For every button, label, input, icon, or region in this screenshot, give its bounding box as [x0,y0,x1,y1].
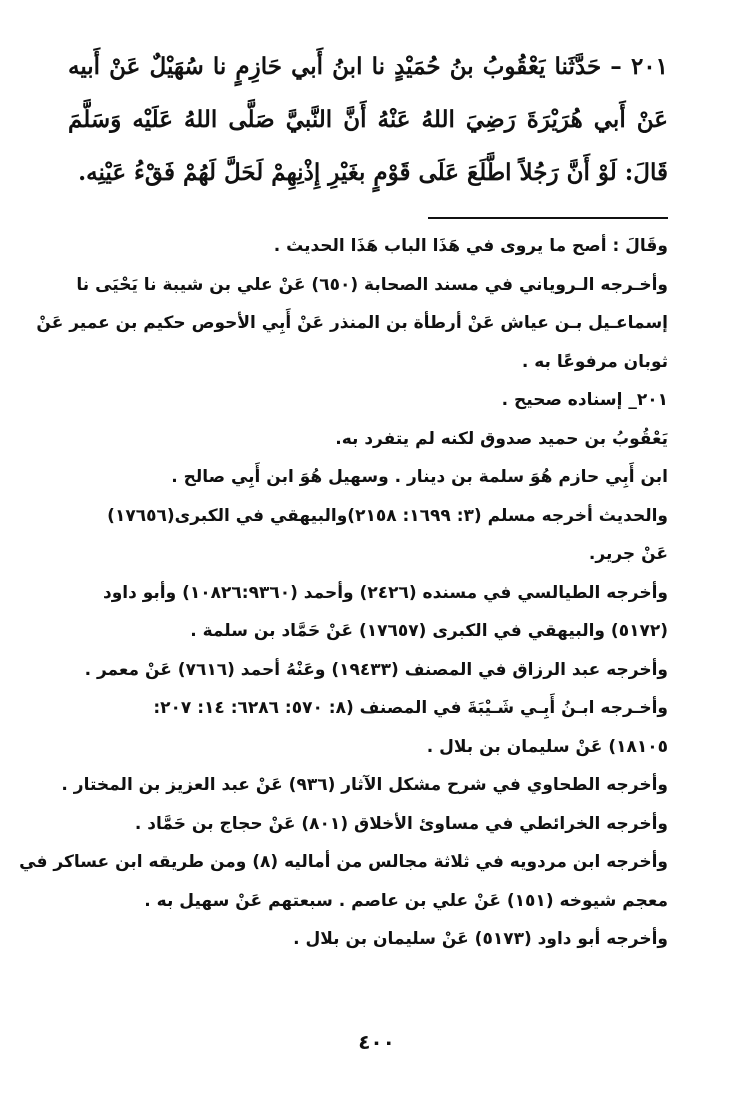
note-line: وأخـرجه ابـنُ أَبِـي شَـيْبَةَ في المصنف (٨: ٥٧٠: ٦٢٨٦: ١٤: ٢٠٧: [153,698,668,718]
note-line: وقَالَ : أصح ما يروى في هَذَا الباب هَذَا الحديث . [273,236,668,256]
note-line: ثوبان مرفوعًا به . [521,351,668,372]
note-line: ١٨١٠٥) عَنْ سليمان بن بلال . [426,736,668,757]
document-page [19,40,668,959]
note-line: وأخرجه الخرائطي في مساوئ الأخلاق (٨٠١) عَنْ حجاج بن حَمَّاد . [134,813,668,834]
page-number: ٤٠٠ [358,1030,395,1054]
note-line: (٥١٧٢) والبيهقي في الكبرى (١٧٦٥٧) عَنْ حَمَّاد بن سلمة . [190,621,668,641]
note-line: وأخرجه عبد الرزاق في المصنف (١٩٤٣٣) وعَنْهُ أحمد (٧٦١٦) عَنْ معمر . [84,659,668,680]
note-line: يَعْقُوبُ بن حميد صدوق لكنه لم يتفرد به. [335,428,668,449]
note-line: وأخرجه الطيالسي في مسنده (٢٤٢٦) وأحمد (١٠٨٢٦:٩٣٦٠) وأبو داود [103,582,668,603]
note-line: وأخرجه ابن مردويه في ثلاثة مجالس من أماليه (٨) ومن طريقه ابن عساكر في [19,852,668,872]
note-line: معجم شيوخه (١٥١) عَنْ علي بن عاصم . سبعتهم عَنْ سهيل به . [144,890,668,911]
note-line: عَنْ جرير. [588,544,668,564]
note-line: والحديث أخرجه مسلم (٣: ١٦٩٩: ٢١٥٨)والبيهقي في الكبرى(١٧٦٥٦) [107,505,668,526]
hadith-text: ٢٠١ – حَدَّثَنا يَعْقُوبُ بنُ حُمَيْدٍ نا ابنُ أَبي حَازِمٍ نا سُهَيْلٌ عَنْ أَبيه عَنْ أَبي هُرَيْرَةَ رَضِيَ اللهُ عَنْهُ أَنَّ النَّبيَّ صَلَّى اللهُ عَلَيْه وَسَلَّمَ قَالَ: لَوْ أَنَّ رَجُلاً اطَّلَعَ عَلَى قَوْمٍ بغَيْرِ إِذْنِهِمْ لَحَلَّ لَهُمْ فَقْءُ عَيْنِه. [68,53,668,186]
note-line: وأخرجه الطحاوي في شرح مشكل الآثار (٩٣٦) عَنْ عبد العزيز بن المختار . [61,775,668,795]
note-line: ابن أَبِي حازم هُوَ سلمة بن دينار . وسهيل هُوَ ابن أَبِي صالح . [171,467,668,487]
note-line: ٢٠١_ إسناده صحيح . [501,390,668,410]
note-line: إسماعـيل بـن عياش عَنْ أرطأة بن المنذر عَنْ أَبِي الأحوص حكيم بن عمير عَنْ [36,313,668,333]
note-line: وأخرجه أبو داود (٥١٧٣) عَنْ سليمان بن بلال . [293,929,668,949]
note-line: وأخـرجه الـروياني في مسند الصحابة (٦٥٠) عَنْ علي بن شيبة نا يَحْيَى نا [76,274,668,295]
footnote-separator [428,217,668,219]
footnotes [19,227,668,959]
